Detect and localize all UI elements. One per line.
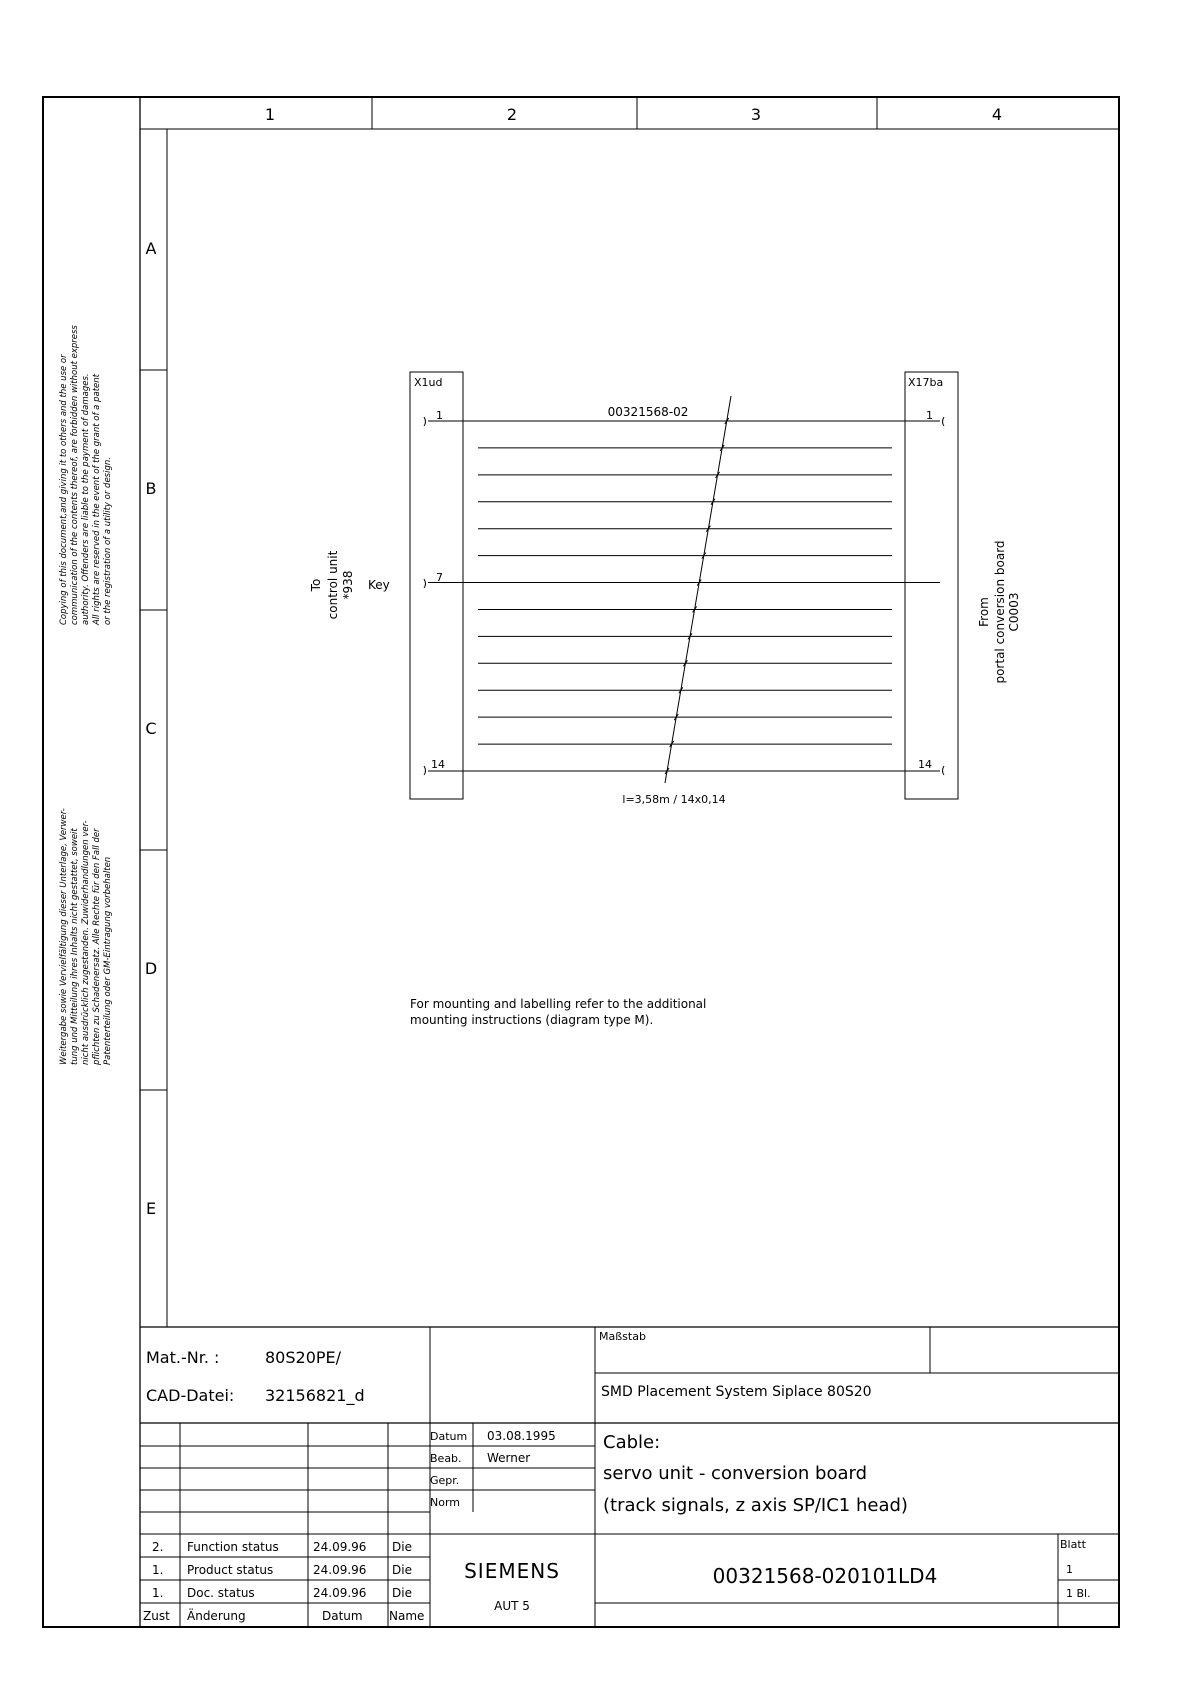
svg-text:All rights are reserved in the: All rights are reserved in the event of the grant of a patent [92, 374, 102, 625]
pin-socket-left-7 [424, 579, 426, 588]
cable-spec-label: l=3,58m / 14x0,14 [622, 793, 726, 806]
svg-text:C0003: C0003 [1007, 592, 1021, 632]
zone-row-label: A [145, 239, 157, 258]
rev-change: Function status [187, 1540, 279, 1554]
pin-socket-left-1 [424, 417, 426, 426]
mat-nr-value: 80S20PE/ [265, 1348, 342, 1367]
scale-label: Maßstab [599, 1330, 646, 1343]
svg-text:communication of the contents: communication of the contents thereof, are forbidden without express [70, 325, 80, 625]
blatt-value: 1 [1066, 1563, 1073, 1576]
svg-text:Copying of this document,and g: Copying of this document,and giving it to others and the use or [59, 354, 69, 625]
rev-header-zust: Zust [143, 1609, 170, 1623]
rev-zust: 1. [152, 1563, 164, 1577]
left-connector-label: X1ud [414, 376, 443, 389]
cad-file-value: 32156821_d [265, 1386, 365, 1405]
pin-label-right-first: 1 [926, 409, 933, 422]
zone-col-label: 1 [264, 105, 276, 124]
svg-text:control unit: control unit [326, 550, 340, 620]
pin-label-left-last: 14 [431, 758, 445, 771]
svg-text:pflichten zu Schadenersatz. Al: pflichten zu Schadenersatz. Alle Rechte für den Fall der [92, 828, 102, 1065]
company-name: SIEMENS [464, 1559, 560, 1583]
zone-row-label: B [145, 479, 157, 498]
rev-header-name: Name [389, 1609, 425, 1623]
pin-socket-left-14 [424, 766, 426, 775]
rev-change: Doc. status [187, 1586, 255, 1600]
rev-change: Product status [187, 1563, 274, 1577]
rev-header-change: Änderung [187, 1609, 246, 1623]
zone-col-label: 4 [991, 105, 1003, 124]
date-value: 03.08.1995 [487, 1429, 556, 1443]
cad-file-label: CAD-Datei: [146, 1386, 235, 1405]
pin-socket-right-14 [943, 766, 945, 775]
mat-nr-label: Mat.-Nr. : [146, 1348, 220, 1367]
blatt-label: Blatt [1060, 1538, 1086, 1551]
zone-row-label: E [145, 1199, 157, 1218]
sheet-total: 1 Bl. [1066, 1587, 1091, 1600]
rev-name: Die [392, 1563, 412, 1577]
rev-zust: 1. [152, 1586, 164, 1600]
right-connector-label: X17ba [908, 376, 944, 389]
rev-date: 24.09.96 [313, 1563, 367, 1577]
pin-socket-right-1 [943, 417, 945, 426]
gepr-label: Gepr. [430, 1474, 460, 1487]
system-name: SMD Placement System Siplace 80S20 [601, 1384, 872, 1400]
left-connector-box [410, 372, 463, 799]
svg-text:tung und Mitteilung ihres Inha: tung und Mitteilung ihres Inhalts nicht gestattet, soweit [70, 828, 80, 1065]
svg-text:or the registration of a utili: or the registration of a utility or design. [103, 457, 113, 625]
pin-label-left-key: 7 [436, 571, 443, 584]
beab-label: Beab. [430, 1452, 462, 1465]
beab-value: Werner [487, 1451, 531, 1465]
cable-id-label: 00321568-02 [607, 405, 689, 419]
svg-text:From: From [977, 597, 991, 627]
right-source-label [977, 540, 1021, 683]
rev-date: 24.09.96 [313, 1586, 367, 1600]
mounting-note-line-1: For mounting and labelling refer to the additional [410, 997, 707, 1011]
title-line-1: Cable: [603, 1432, 661, 1453]
svg-text:To: To [309, 578, 323, 592]
rev-zust: 2. [152, 1540, 164, 1554]
mounting-note-line-2: mounting instructions (diagram type M). [410, 1013, 654, 1027]
rev-date: 24.09.96 [313, 1540, 367, 1554]
legal-notice-german [59, 808, 113, 1066]
rev-header-date: Datum [322, 1609, 363, 1623]
date-label: Datum [430, 1430, 468, 1443]
key-label: Key [368, 578, 390, 592]
title-line-3: (track signals, z axis SP/IC1 head) [603, 1495, 908, 1516]
rev-name: Die [392, 1540, 412, 1554]
svg-text:portal conversion board: portal conversion board [993, 540, 1007, 684]
svg-text:Weitergabe sowie Vervielfältig: Weitergabe sowie Vervielfältigung dieser Unterlage, Verwer- [59, 808, 69, 1065]
svg-text:*938: *938 [341, 570, 355, 600]
zone-row-label: D [144, 959, 158, 978]
drawing-number: 00321568-020101LD4 [712, 1564, 938, 1588]
cable-wires [428, 418, 940, 774]
zone-col-label: 2 [506, 105, 518, 124]
rev-name: Die [392, 1586, 412, 1600]
zone-col-label: 3 [750, 105, 762, 124]
title-line-2: servo unit - conversion board [603, 1463, 867, 1484]
svg-text:nicht ausdrücklich zugestanden: nicht ausdrücklich zugestanden. Zuwiderhandlungen ver- [81, 820, 91, 1065]
right-connector-box [905, 372, 958, 799]
left-destination-label [309, 550, 355, 619]
department: AUT 5 [494, 1599, 530, 1613]
cable-bundle-slash [665, 396, 731, 783]
pin-label-left-first: 1 [436, 409, 443, 422]
zone-row-label: C [145, 719, 157, 738]
norm-label: Norm [430, 1496, 461, 1509]
pin-label-right-last: 14 [918, 758, 932, 771]
svg-text:Patenterteilung oder GM-Eintra: Patenterteilung oder GM-Eintragung vorbehalten [103, 856, 113, 1065]
svg-text:authority. Offenders are liabl: authority. Offenders are liable to the payment of damages. [81, 373, 91, 625]
legal-notice-english [59, 325, 113, 626]
